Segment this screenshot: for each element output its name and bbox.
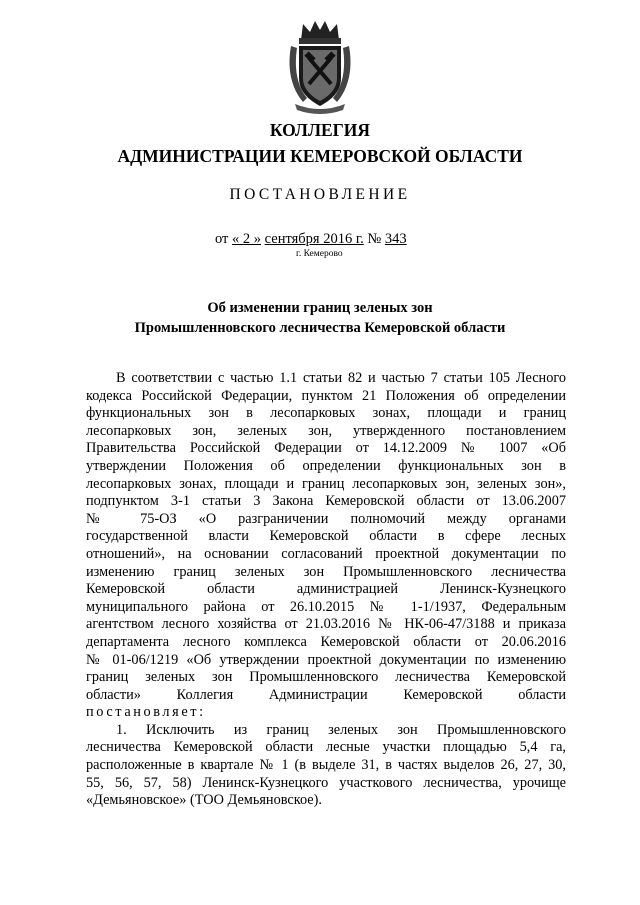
body-line: области» Коллегия Администрации Кемеровской области xyxy=(86,686,566,703)
date-month-year: сентября 2016 г. xyxy=(264,231,364,247)
body-line: 55, 56, 57, 58) Ленинск-Кузнецкого участкового лесничества, урочище xyxy=(86,774,566,791)
body-line: В соответствии с частью 1.1 статьи 82 и частью 7 статьи 105 Лесного xyxy=(116,370,566,386)
coat-of-arms-icon xyxy=(285,18,355,114)
body-line: Правительства Российской Федерации от 14.12.2009 № 1007 «Об xyxy=(86,440,566,457)
body-line: функциональных зон в лесопарковых зонах, площади и границ xyxy=(86,405,566,422)
body-line: изменению границ зеленых зон Промышленновского лесничества xyxy=(86,563,566,580)
document-date-line xyxy=(215,231,407,248)
number-sign: № xyxy=(367,231,382,247)
body-line: департамента лесного комплекса Кемеровской области от 20.06.2016 xyxy=(86,633,566,650)
document-body xyxy=(86,370,566,810)
city-label: г. Кемерово xyxy=(296,249,343,259)
body-line: агентством лесного хозяйства от 21.03.2016 № НК-06-47/3188 и приказа xyxy=(86,616,566,633)
body-line: Кемеровской области администрацией Ленинск-Кузнецкого xyxy=(86,581,566,598)
body-line: расположенные в квартале № 1 (в выделе 31, в частях выделов 26, 27, 30, xyxy=(86,757,566,774)
organization-name: КОЛЛЕГИЯ xyxy=(269,120,371,140)
body-line: государственной власти Кемеровской области в сфере лесных xyxy=(86,528,566,545)
document-number: 343 xyxy=(384,231,407,247)
body-line: лесопарковых зонах, площади и границ лесопарковых зон, зеленых зон», xyxy=(86,475,566,492)
body-line: лесничества Кемеровской области лесные участки площадью 5,4 га, xyxy=(86,739,566,756)
body-line: кодекса Российской Федерации, пунктом 21 Положения об определении xyxy=(86,387,566,404)
body-line: подпунктом 3-1 статьи 3 Закона Кемеровской области от 13.06.2007 xyxy=(86,493,566,510)
body-line: № 01-06/1219 «Об утверждении проектной документации по изменению xyxy=(86,651,566,668)
body-line: утверждении Положения об определении функциональных зон в xyxy=(86,457,566,474)
body-line: границ зеленых зон Промышленновского лесничества Кемеровской xyxy=(86,669,566,686)
body-line: № 75-ОЗ «О разграничении полномочий между органами xyxy=(86,510,566,527)
date-day: « 2 » xyxy=(232,231,262,247)
body-line: «Демьяновское» (ТОО Демьяновское). xyxy=(86,792,322,809)
clause-1: 1. Исключить из границ зеленых зон Промышленновского xyxy=(116,721,566,738)
body-line: лесопарковых зон, зеленых зон, утвержденного постановлением xyxy=(86,422,566,439)
body-line: отношений», на основании согласований проектной документации по xyxy=(86,545,566,562)
date-prefix: от xyxy=(215,231,229,247)
body-line: муниципального района от 26.10.2015 № 1-1/1937, Федеральным xyxy=(86,598,566,615)
organization-name-line2: АДМИНИСТРАЦИИ КЕМЕРОВСКОЙ ОБЛАСТИ xyxy=(117,146,523,166)
document-title-line2: Промышленновского лесничества Кемеровской области xyxy=(134,320,506,336)
resolves-word: постановляет: xyxy=(86,704,206,721)
document-type: ПОСТАНОВЛЕНИЕ xyxy=(229,186,411,203)
document-title: Об изменении границ зеленых зон xyxy=(207,300,433,316)
